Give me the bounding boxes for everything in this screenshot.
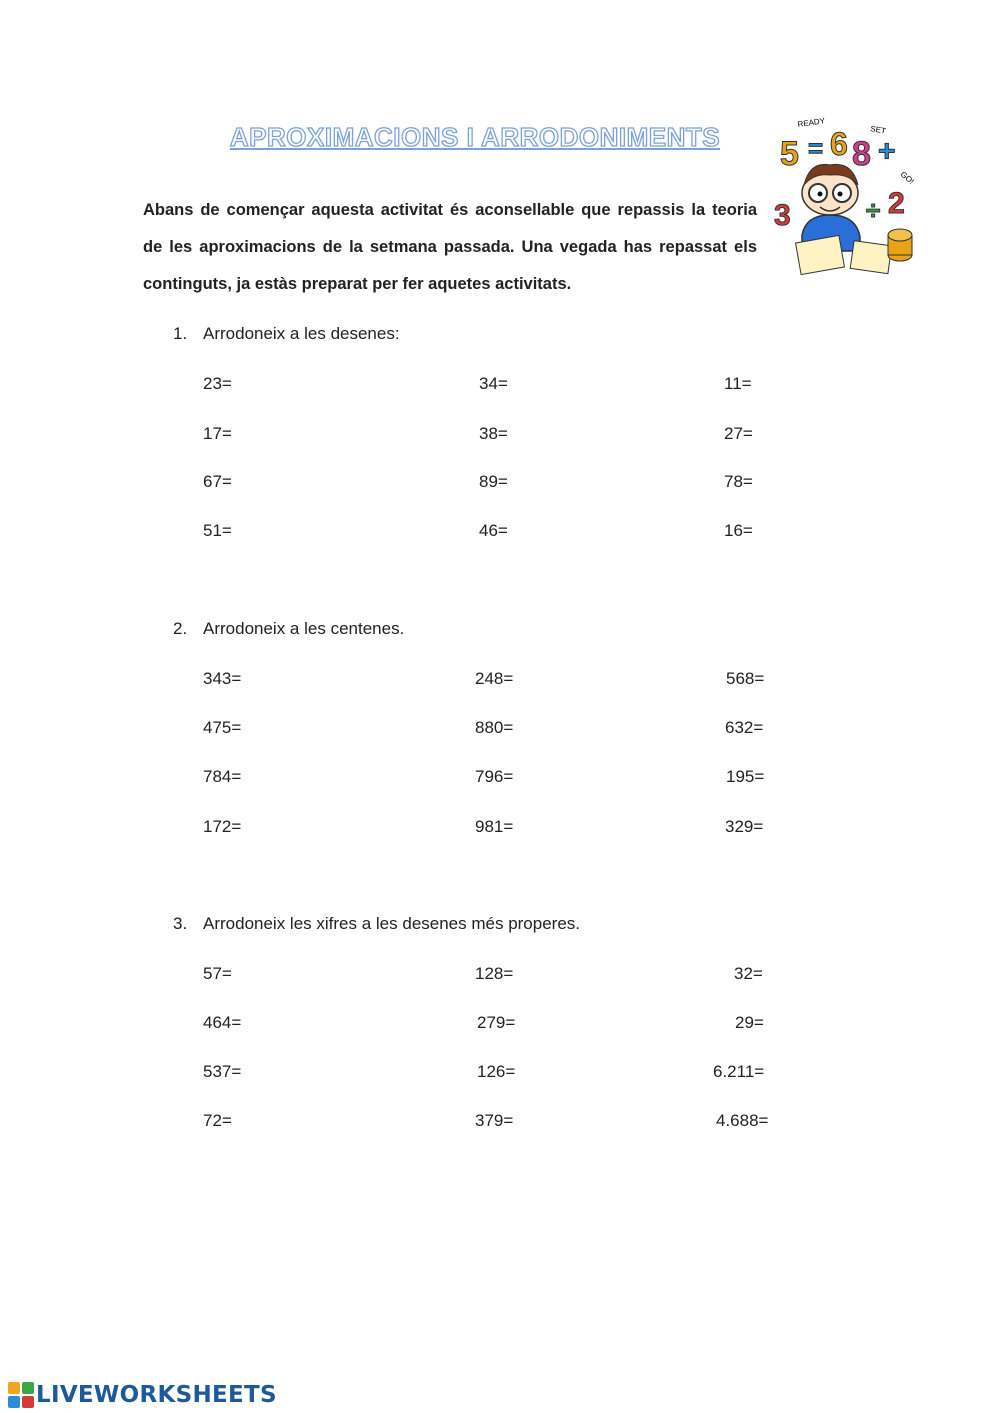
clipart-digit: 5	[780, 135, 799, 173]
exercise-item: 981=	[475, 817, 514, 836]
exercise-item: 46=	[479, 521, 508, 540]
exercise-instruction: Arrodoneix a les centenes.	[203, 619, 405, 638]
exercise-item: 568=	[726, 669, 765, 688]
kid-eye	[818, 192, 823, 197]
exercise-item: 72=	[203, 1111, 232, 1130]
exercise-instruction: Arrodoneix les xifres a les desenes més properes.	[203, 914, 581, 933]
exercise-item: 16=	[724, 521, 753, 540]
exercise-item: 784=	[203, 767, 242, 786]
clipart-label-set: SET	[869, 124, 887, 136]
liveworksheets-brand[interactable]	[8, 1382, 277, 1408]
exercise-item: 537=	[203, 1062, 242, 1081]
exercise-item: 23=	[203, 374, 232, 393]
exercise-item: 126=	[477, 1062, 516, 1081]
exercise-item: 34=	[479, 374, 508, 393]
exercise-item: 464=	[203, 1013, 242, 1032]
exercise-item: 29=	[735, 1013, 764, 1032]
intro-paragraph: Abans de començar aquesta activitat és aconsellable que repassis la teoria de les aproximacions de la setmana passada. Una vegada has repassat els continguts, ja estàs preparat per fer aquetes activitats.	[143, 201, 757, 293]
exercise-item: 89=	[479, 472, 508, 491]
brand-name: LIVEWORKSHEETS	[36, 1382, 277, 1408]
clipart-digit: ÷	[866, 195, 881, 225]
exercise-item: 329=	[725, 817, 764, 836]
exercise-item: 279=	[477, 1013, 516, 1032]
exercise-item: 57=	[203, 964, 232, 983]
exercise-item: 6.211=	[713, 1062, 765, 1081]
exercise-item: 78=	[724, 472, 753, 491]
exercise-item: 475=	[203, 718, 242, 737]
exercise-item: 172=	[203, 817, 242, 836]
exercise-2-heading	[173, 619, 404, 639]
exercise-item: 195=	[726, 767, 765, 786]
clipart-label-go: GO!	[898, 169, 916, 186]
exercise-item: 27=	[724, 424, 753, 443]
exercise-number: 1.	[173, 324, 188, 343]
exercise-item: 4.688=	[716, 1111, 769, 1130]
exercise-item: 51=	[203, 521, 232, 540]
clipart-digit: 2	[888, 187, 905, 220]
exercise-number: 2.	[173, 619, 188, 638]
exercise-item: 11=	[724, 374, 752, 393]
worksheet-paper	[850, 241, 892, 274]
clipart-digit: 3	[774, 199, 791, 232]
clipart-digit: 8	[852, 135, 871, 173]
exercise-item: 67=	[203, 472, 232, 491]
worksheet-paper	[796, 235, 845, 274]
exercise-item: 17=	[203, 424, 232, 443]
coin-stack	[888, 229, 912, 241]
exercise-instruction: Arrodoneix a les desenes:	[203, 324, 400, 343]
exercise-3-heading	[173, 914, 580, 934]
exercise-item: 248=	[475, 669, 514, 688]
exercise-item: 32=	[734, 964, 763, 983]
math-kid-clipart	[770, 115, 920, 285]
kid-eye	[838, 192, 843, 197]
exercise-item: 343=	[203, 669, 242, 688]
exercise-item: 880=	[475, 718, 514, 737]
exercise-item: 796=	[475, 767, 514, 786]
exercise-item: 38=	[479, 424, 508, 443]
clipart-label-ready: READY	[797, 116, 826, 129]
page-title: APROXIMACIONS I ARRODONIMENTS	[229, 122, 721, 152]
clipart-digit: 6	[830, 126, 848, 162]
exercise-number: 3.	[173, 914, 188, 933]
exercise-item: 379=	[475, 1111, 514, 1130]
clipart-digit: =	[808, 133, 824, 163]
exercise-item: 632=	[725, 718, 764, 737]
exercise-item: 128=	[475, 964, 514, 983]
liveworksheets-logo-icon	[8, 1382, 34, 1408]
clipart-digit: +	[878, 135, 896, 168]
exercise-1-heading	[173, 324, 400, 344]
